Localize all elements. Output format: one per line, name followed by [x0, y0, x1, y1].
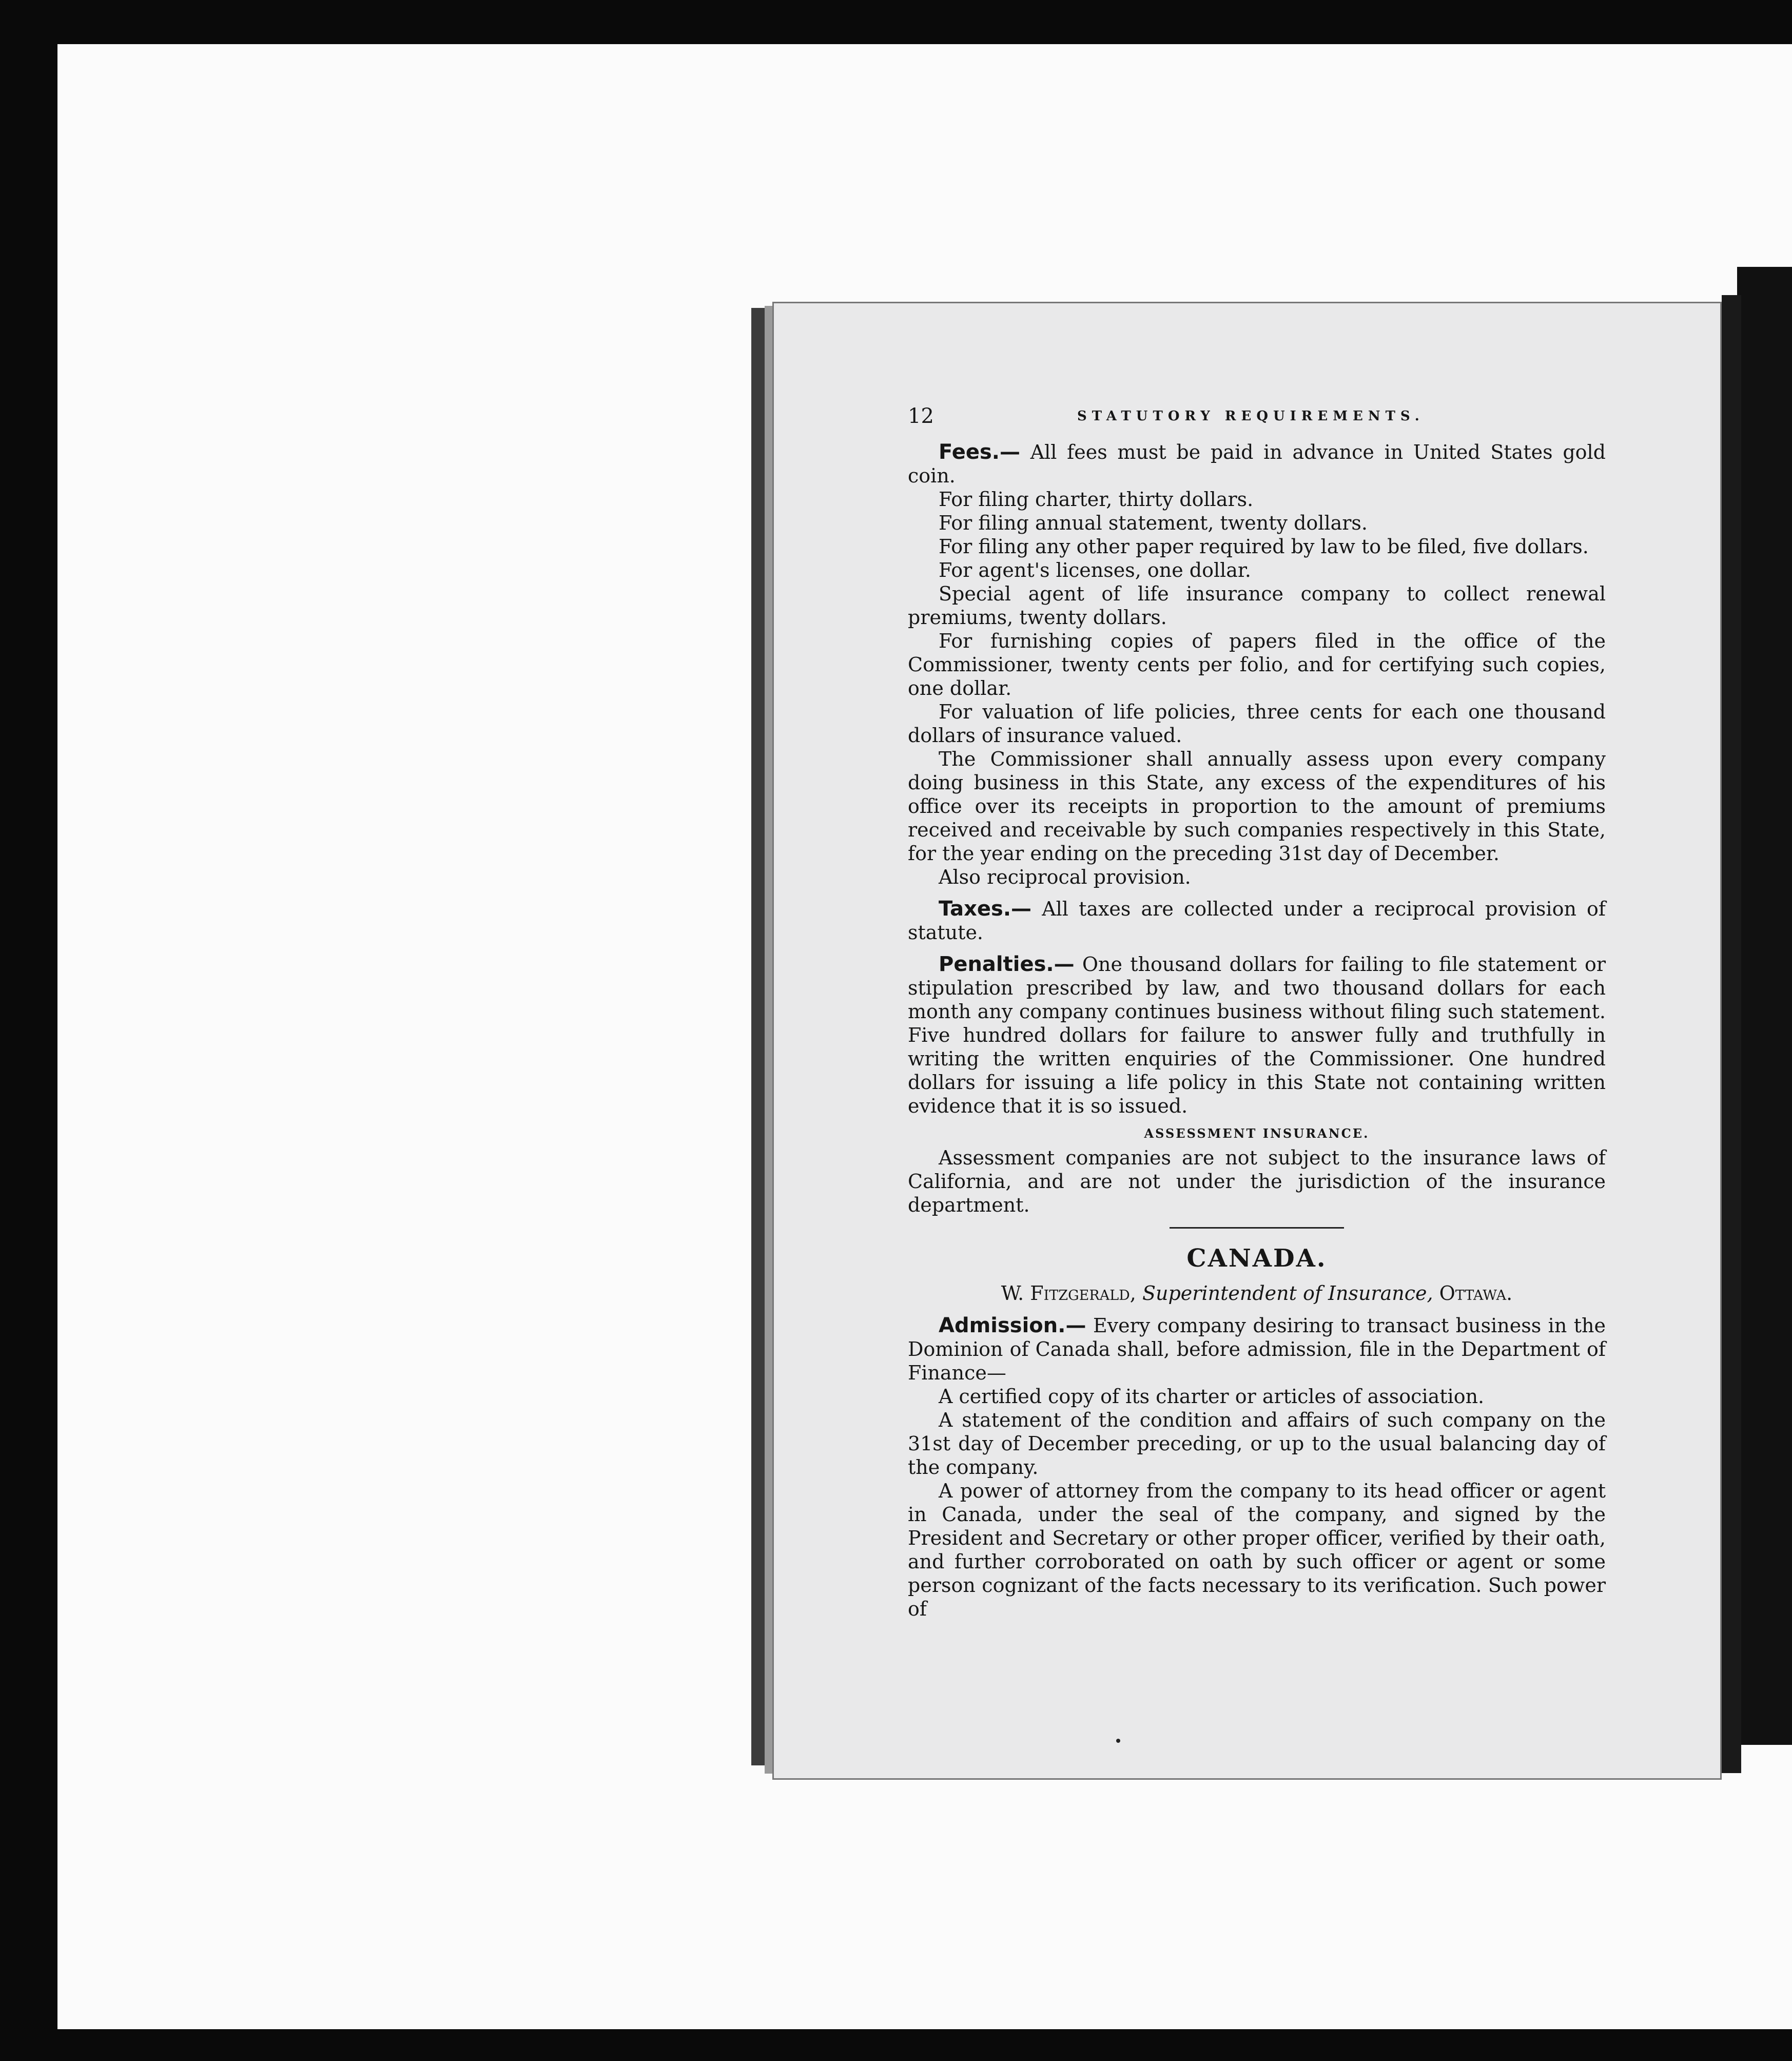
superintendent-line	[908, 1282, 1606, 1305]
admission-item: A statement of the condition and affairs of such company on the 31st day of December preceding, or up to the usual balancing day of the company.	[908, 1409, 1606, 1479]
superintendent-role: Superintendent of Insurance,	[1142, 1282, 1433, 1305]
fees-heading: Fees.—	[939, 440, 1020, 464]
page-text	[908, 404, 1606, 1621]
admission-intro: Every company desiring to transact business in the Dominion of Canada shall, before admission, file in the Department of Finance—	[908, 1314, 1606, 1384]
fees-line: Also reciprocal provision.	[939, 866, 1191, 888]
penalties-text: One thousand dollars for failing to file statement or stipulation prescribed by law, and two thousand dollars for each month any company continues business without filing such statement. Five hundred dollars for failure to answer fully and truthfully in writing the written enquiries of the Commissioner. One hundred dollars for issuing a life policy in this State not containing written evidence that it is so issued.	[908, 953, 1606, 1117]
superintendent-city: Ottawa.	[1439, 1282, 1513, 1305]
fees-line: The Commissioner shall annually assess upon every company doing business in this State, any excess of the expenditures of his office over its receipts in proportion to the amount of premiums received and receivable by such companies respectively in this State, for the year ending on the preceding 31st day of December.	[908, 748, 1606, 865]
fees-line: For filing annual statement, twenty dollars.	[939, 512, 1368, 534]
assessment-text: Assessment companies are not subject to the insurance laws of California, and are not under the jurisdiction of the insurance department.	[908, 1146, 1606, 1216]
admission-heading: Admission.—	[939, 1314, 1086, 1337]
penalties-paragraph	[908, 952, 1606, 1118]
fees-line: Special agent of life insurance company to collect renewal premiums, twenty dollars.	[908, 582, 1606, 629]
page-speck	[1116, 1739, 1120, 1743]
taxes-paragraph	[908, 897, 1606, 944]
admission-paragraph	[908, 1314, 1606, 1385]
section-divider	[1170, 1227, 1344, 1229]
fees-line: For agent's licenses, one dollar.	[939, 559, 1252, 581]
fees-line: For filing any other paper required by law to be filed, five dollars.	[939, 535, 1589, 558]
book-page	[772, 302, 1722, 1780]
fees-intro	[908, 440, 1606, 488]
fees-line: For filing charter, thirty dollars.	[939, 488, 1254, 511]
assessment-heading: ASSESSMENT INSURANCE.	[1144, 1126, 1370, 1141]
fees-intro-text: All fees must be paid in advance in United States gold coin.	[908, 441, 1606, 487]
running-title: STATUTORY REQUIREMENTS.	[1077, 409, 1425, 424]
penalties-heading: Penalties.—	[939, 952, 1075, 976]
canada-title: CANADA.	[1186, 1244, 1327, 1273]
taxes-heading: Taxes.—	[939, 897, 1032, 921]
running-head	[908, 404, 1606, 440]
book-gutter	[1722, 295, 1741, 1773]
fees-section	[908, 440, 1606, 889]
taxes-text: All taxes are collected under a reciprocal provision of statute.	[908, 898, 1606, 944]
fees-line: For valuation of life policies, three cents for each one thousand dollars of insurance valued.	[908, 701, 1606, 747]
page-number: 12	[908, 404, 934, 428]
superintendent-name: W. Fitzgerald,	[1001, 1282, 1136, 1305]
book-spine	[1737, 267, 1792, 1745]
admission-item: A power of attorney from the company to its head officer or agent in Canada, under the seal of the company, and signed by the President and Secretary or other proper officer, verified by their oath, and further corroborated on oath by such officer or agent or some person cognizant of the facts necessary to its verification. Such power of	[908, 1480, 1606, 1620]
fees-line: For furnishing copies of papers filed in the office of the Commissioner, twenty cents per folio, and for certifying such copies, one dollar.	[908, 630, 1606, 699]
admission-item: A certified copy of its charter or articles of association.	[939, 1385, 1485, 1408]
